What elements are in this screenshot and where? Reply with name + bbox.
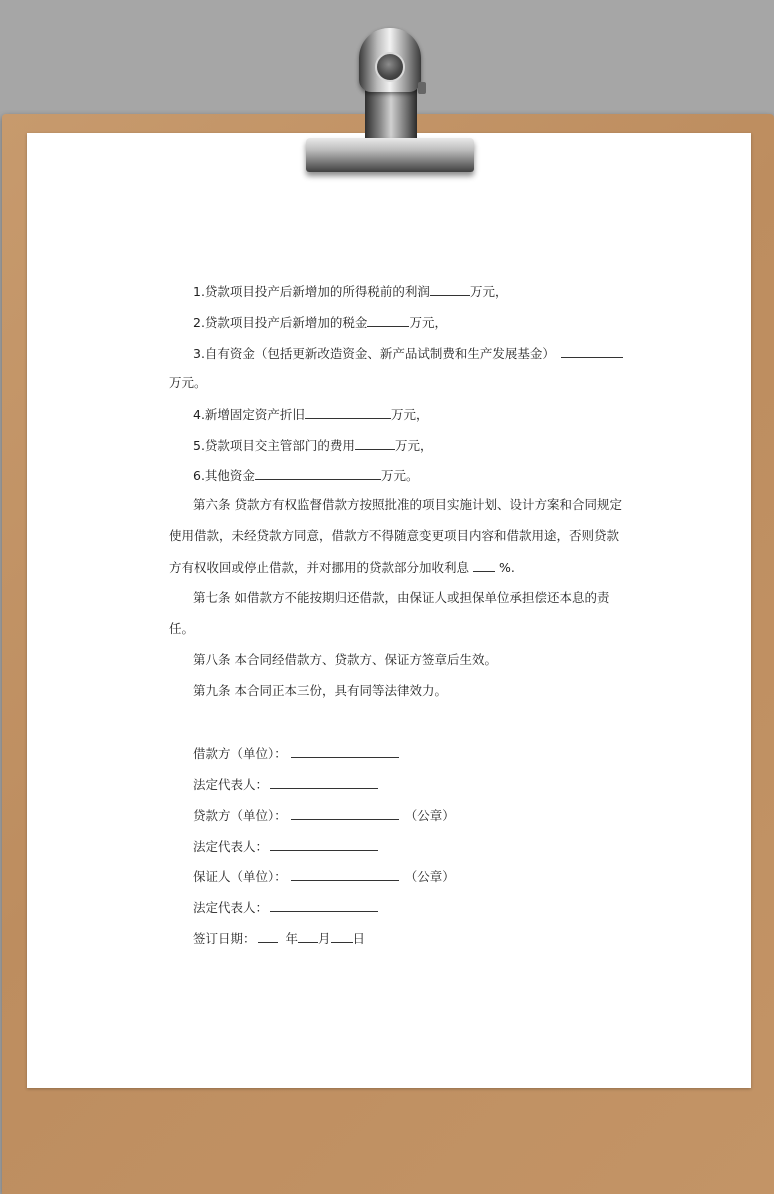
blank-line [430,282,470,296]
article-6-line-2: 使用借款，未经贷款方同意，借款方不得随意变更项目内容和借款用途，否则贷款 [169,528,620,543]
item-4: 4.新增固定资产折旧 万元， [193,407,429,422]
signature-field [270,837,378,851]
item-3-cont: 万元。 [169,375,207,390]
lender-line: 贷款方（单位）： （公章） [193,808,455,823]
article-6-line-3: 方有权收回或停止借款，并对挪用的贷款部分加收利息 %. [169,560,515,575]
blank-line [255,466,381,480]
signature-field [270,898,378,912]
blank-line [305,405,391,419]
signature-field [270,775,378,789]
blank-line [473,558,495,572]
borrower-line: 借款方（单位）： [193,744,399,762]
item-1: 1.贷款项目投产后新增加的所得税前的利润 万元， [193,284,508,299]
blank-line [367,313,409,327]
article-8: 第八条 本合同经借款方、贷款方、保证方签章后生效。 [193,652,497,667]
representative-1-line: 法定代表人： [193,775,378,793]
representative-2-line: 法定代表人： [193,837,378,855]
article-7-line-2: 任。 [169,621,195,636]
signing-date-line: 签订日期： 年 月 日 [193,931,366,946]
date-field [258,929,278,943]
date-field [298,929,318,943]
guarantor-line: 保证人（单位）： （公章） [193,869,455,884]
date-field [331,929,353,943]
article-9: 第九条 本合同正本三份，具有同等法律效力。 [193,683,447,698]
item-2: 2.贷款项目投产后新增加的税金 万元， [193,315,447,330]
signature-field [291,806,399,820]
blank-line [355,436,395,450]
item-6: 6.其他资金 万元。 [193,468,419,483]
signature-field [291,867,399,881]
representative-3-line: 法定代表人： [193,898,378,916]
article-7-line-1: 第七条 如借款方不能按期归还借款，由保证人或担保单位承担偿还本息的责 [193,590,610,605]
blank-line [561,344,623,358]
article-6-line-1: 第六条 贷款方有权监督借款方按照批准的项目实施计划、设计方案和合同规定 [193,497,622,512]
item-5: 5.贷款项目交主管部门的费用 万元， [193,438,433,453]
signature-field [291,744,399,758]
item-3: 3.自有资金（包括更新改造资金、新产品试制费和生产发展基金） [193,344,623,362]
